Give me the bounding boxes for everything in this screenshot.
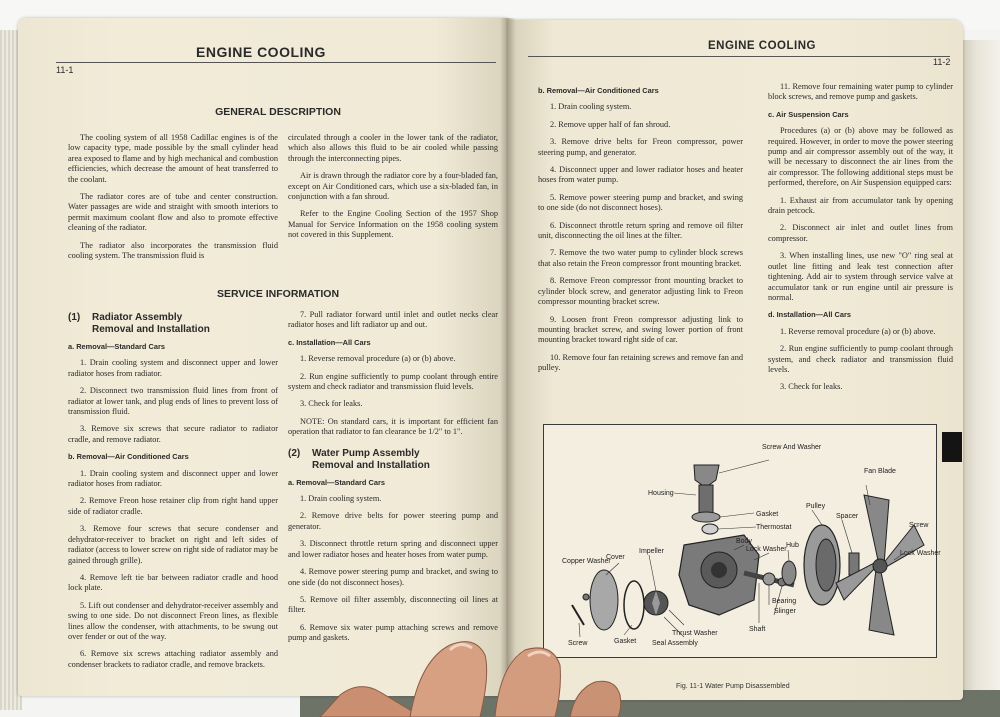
general-col-right [288,133,498,248]
hub-part [782,561,796,585]
label-pulley: Pulley [806,503,826,510]
step: 3. Check for leaks. [780,382,843,392]
label-body: Body [736,538,752,545]
step: 1. Drain cooling system. [300,494,382,504]
step: 7. Pull radiator forward until inlet and outlet necks clear radiator hoses and lift radiator up and out. [288,310,498,330]
paragraph: The cooling system of all 1958 Cadillac engines is of the low capacity type, made possible by the small cylinder head area exposed to flame and by high mechanical and combustion efficiencies, which decrease the amount of heat transferred to the coolant. [68,133,278,184]
step: 5. Remove oil filter assembly, disconnecting oil lines at filter. [288,594,498,615]
step: 1. Drain cooling system. [550,102,632,112]
sub-heading: a. Removal—Standard Cars [68,342,165,351]
page-number: 11-1 [56,65,74,75]
step: 6. Disconnect throttle return spring and remove oil filter unit, disconnecting the oil lines at the filter. [538,220,743,241]
step: 2. Run engine sufficiently to pump coolant through entire system and check radiator and transmission fluid levels. [288,371,498,392]
label-copper-washer: Copper Washer [562,558,611,565]
paragraph: The radiator also incorporates the transmission fluid cooling system. The transmission fluid is [68,240,278,261]
right-col-right [768,82,953,400]
general-col-left [68,133,278,268]
label-gasket-top: Gasket [756,511,779,518]
step: 2. Disconnect two transmission fluid lines from front of radiator at lower tank, and plug ends of lines to prevent loss of transmission fluid. [68,386,278,417]
step: 2. Remove upper half of fan shroud. [550,119,671,129]
page-header: ENGINE COOLING [196,44,326,60]
thermostat-part [702,524,718,534]
step: 6. Remove six water pump attaching screws and remove pump and gaskets. [288,622,498,643]
step: 5. Remove power steering pump and bracket, and swing to one side (do not disconnect hoses). [538,192,743,213]
step: 5. Lift out condenser and dehydrator-receiver assembly and swing to one side. Do not disconnect Freon lines, as flexible lines allow the condenser, with attachments, to be swung out over fender or out of the way. [68,600,278,641]
sub-heading: c. Installation—All Cars [288,337,371,347]
right-col-left [538,84,743,381]
label-screw-left: Screw [568,640,588,647]
step: 3. Check for leaks. [300,399,363,409]
header-rule [528,56,950,57]
left-page [18,18,508,696]
label-lock-washer-right: Lock Washer [900,550,941,557]
step: 7. Remove the two water pump to cylinder block screws that also retain the Freon compressor front mounting bracket. [538,248,743,268]
step: 3. Remove six screws that secure radiator to radiator cradle, and remove radiator. [68,424,278,444]
figure-caption: Fig. 11-1 Water Pump Disassembled [676,683,790,690]
label-seal-assembly: Seal Assembly [652,640,698,647]
paragraph: circulated through a cooler in the lower tank of the radiator, which also allows this fluid to be air cooled while passing through the interconnecting pipes. [288,133,498,163]
copper-washer-part [583,594,589,600]
page-number: 11-2 [933,57,951,67]
step: 1. Drain cooling system and disconnect upper and lower radiator hoses from radiator. [68,358,278,378]
service-col-right [288,310,498,651]
section-title-general: GENERAL DESCRIPTION [215,106,341,118]
section-title-service: SERVICE INFORMATION [216,288,340,300]
label-housing: Housing [648,490,674,497]
pump-body-center [711,562,727,578]
housing-neck [699,485,713,513]
sub-heading: c. Air Suspension Cars [768,109,849,119]
page-stack-edge-right [960,40,1000,710]
step: 3. When installing lines, use new "O" ring seal at outlet line fitting and leak test connection after tightening. Add air to system through service valve at accumulator tank or run engine until air pressure is normal. [768,251,953,302]
subsection-heading: (1) Radiator Assembly Removal and Installation [68,312,210,335]
pulley-inner [816,539,836,591]
book-binding [500,18,516,708]
step: 1. Drain cooling system and disconnect upper and lower radiator hoses from radiator. [68,468,278,489]
step: 3. Remove drive belts for Freon compressor, power steering pump, and generator. [538,137,743,157]
step: 11. Remove four remaining water pump to cylinder block screws, and remove pump and gaskets. [768,82,953,102]
page-header: ENGINE COOLING [708,40,816,52]
label-impeller: Impeller [639,548,664,555]
step: 10. Remove four fan retaining screws and remove fan and pulley. [538,352,743,373]
paragraph: Procedures (a) or (b) above may be followed as required. However, in order to move the power steering pump and air compressor assembly out of the way, it will be necessary to disconnect the air lines from the air compressor. The following additional steps must be performed, therefore, on Air Suspension equipped cars: [768,126,953,188]
label-thrust-washer: Thrust Washer [672,630,718,637]
label-hub: Hub [786,542,799,549]
step: 4. Remove power steering pump and bracket, and swing to one side (do not disconnect hoses). [288,567,498,587]
step: 8. Remove Freon compressor front mounting bracket to cylinder block screw, and generator adjusting link to Freon compressor mounting bracket screw. [538,276,743,307]
step: 4. Remove left tie bar between radiator cradle and hood lock plate. [68,572,278,593]
paragraph: Air is drawn through the radiator core by a four-bladed fan, except on Air Conditioned cars, which use a six-bladed fan, in conjunction with a fan shroud. [288,171,498,202]
step: 9. Loosen front Freon compressor adjusting link to mounting bracket screw, and swing lower portion of front mounting bracket toward right side of car. [538,314,743,345]
sub-heading: d. Installation—All Cars [768,310,851,320]
label-thermostat: Thermostat [756,524,792,531]
label-spacer: Spacer [836,513,859,520]
sub-heading: b. Removal—Air Conditioned Cars [538,86,659,95]
step: 4. Disconnect upper and lower radiator hoses and heater hoses from water pump. [538,165,743,185]
label-fan-blade: Fan Blade [864,468,896,475]
step: 2. Remove Freon hose retainer clip from right hand upper side of radiator cradle. [68,496,278,516]
hand-holding-book [300,620,680,717]
paragraph: The radiator cores are of tube and center construction. Water passages are wide and straight with smooth interiors to permit maximum coolant flow and also to promote effective cleaning of the radiator. [68,192,278,233]
step: 1. Reverse removal procedure (a) or (b) above. [780,326,936,336]
step: 1. Reverse removal procedure (a) or (b) above. [300,354,456,364]
sub-heading: b. Removal—Air Conditioned Cars [68,452,189,462]
step: 3. Disconnect throttle return spring and disconnect upper and lower radiator hoses and heater hoses from water pump. [288,539,498,559]
bearing-part [763,573,775,585]
housing-part [694,465,719,485]
section-tab-marker [942,432,962,462]
step: 2. Run engine sufficiently to pump coolant through system, and check radiator and transmission fluid levels. [768,344,953,374]
label-screw-and-washer: Screw And Washer [762,444,822,451]
label-slinger: Slinger [774,608,796,615]
gasket-top-part [692,512,720,522]
step: 2. Disconnect air inlet and outlet lines from compressor. [768,223,953,243]
label-shaft: Shaft [749,626,766,633]
service-col-left [68,310,278,677]
paragraph: Refer to the Engine Cooling Section of the 1957 Shop Manual for Service Information on the 1958 cooling system not covered in this Supplement. [288,209,498,240]
label-cover: Cover [606,554,625,561]
sub-heading: a. Removal—Standard Cars [288,477,385,487]
label-lock-washer: Lock Washer [746,546,787,553]
label-screw-right: Screw [909,522,929,529]
subsection-heading: (2) Water Pump Assembly Removal and Installation [288,447,430,471]
label-bearing: Bearing [772,598,797,605]
step: 1. Exhaust air from accumulator tank by opening drain petcock. [768,195,953,216]
step: 2. Remove drive belts for power steering pump and generator. [288,511,498,531]
header-rule [56,62,496,63]
step: 3. Remove four screws that secure condenser and dehydrator-receiver to bracket on right and left sides of radiator (access to lower screw on right side of radiator may be gained through grille). [68,524,278,565]
step: 6. Remove six screws attaching radiator assembly and condenser brackets to radiator cradle, and remove brackets. [68,649,278,669]
label-gasket-bottom: Gasket [614,638,637,645]
note: NOTE: On standard cars, it is important for efficient fan operation that radiator to fan clearance be 1/2" to 1". [288,416,498,437]
